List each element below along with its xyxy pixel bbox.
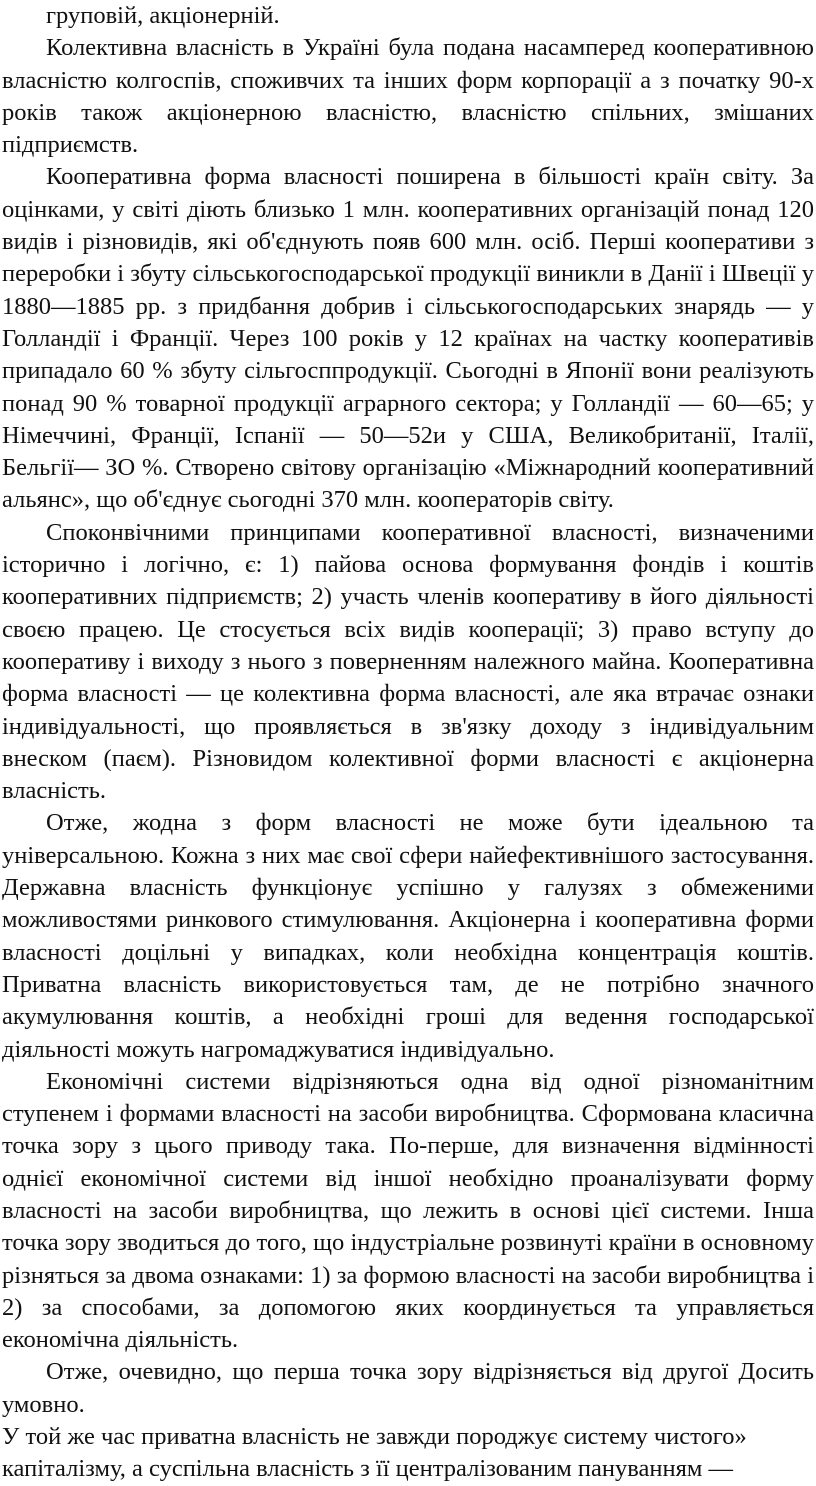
paragraph-1: Колективна власність в Україні була подана насамперед кооперативною власністю колгоспів, споживчих та інших форм корпорації а з початку 90-х років також акціонерною власністю, власністю спільних, змішаних підприємств.: [2, 34, 814, 159]
paragraph-6: Отже, очевидно, що перша точка зору відрізняється від другої Досить умовно.: [2, 1358, 814, 1418]
paragraph-0: груповій, акціонерній.: [46, 2, 280, 29]
paragraph-4: Отже, жодна з форм власності не може бути ідеальною та універсальною. Кожна з них має свої сфери найефективнішого застосування. Державна власність функціонує успішно у галузях з обмеженими можливостями ринкового стимулювання. Акціонерна і кооперативна форми власності доцільні у випадках, коли необхідна концентрація коштів. Приватна власність використовується там, де не потрібно значного акумулювання коштів, а необхідні гроші для ведення господарської діяльності можуть нагромаджуватися індивідуально.: [2, 809, 814, 1063]
paragraph-5: Економічні системи відрізняються одна від одної різноманітним ступенем і формами власності на засоби виробництва. Сформована класична точка зору з цього приводу така. По-перше, для визначення відмінності однієї економічної системи від іншої необхідно проаналізувати форму власності на засоби виробництва, що лежить в основі цієї системи. Інша точка зору зводиться до того, що індустріальне розвинуті країни в основному різняться за двома ознаками: 1) за формою власності на засоби виробництва і 2) за способами, за допомогою яких координується та управляється економічна діяльність.: [2, 1067, 814, 1354]
paragraph-2: Кооперативна форма власності поширена в більшості країн світу. За оцінками, у світі діють близько 1 млн. кооперативних організацій понад 120 видів і різновидів, які об'єднують появ 600 млн. осіб. Перші кооперативи з переробки і збуту сільськогосподарської продукції виникли в Данії і Швеції у 1880—1885 рр. з придбання добрив і сільськогосподарських знарядь — у Голландії і Франції. Через 100 років у 12 країнах на частку кооперативів припадало 60 % збуту сільгосппродукції. Сьогодні в Японії вони реалізують понад 90 % товарної продукції аграрного сектора; у Голландії — 60—65; у Німеччині, Франції, Іспанії — 50—52и у США, Великобританії, Італії, Бельгії— ЗО %. Створено світову організацію «Міжнародний кооперативний альянс», що об'єднує сьогодні 370 млн. кооператорів світу.: [2, 163, 814, 514]
paragraph-3: Споконвічними принципами кооперативної власності, визначеними історично і логічно, є: 1) пайова основа формування фондів і коштів кооперативних підприємств; 2) участь членів кооперативу в його діяльності своєю працею. Це стосується всіх видів кооперації; 3) право вступу до кооперативу і виходу з нього з поверненням належного майна. Кооперативна форма власності — це колективна форма власності, але яка втрачає ознаки індивідуальності, що проявляється в зв'язку доходу з індивідуальним внеском (паєм). Різновидом колективної форми власності є акціонерна власність.: [2, 518, 814, 805]
paragraph-7: У той же час приватна власність не завжди породжує систему чистого» капіталізму, а суспільна власність з її централізованим пануванням —: [2, 1423, 747, 1483]
